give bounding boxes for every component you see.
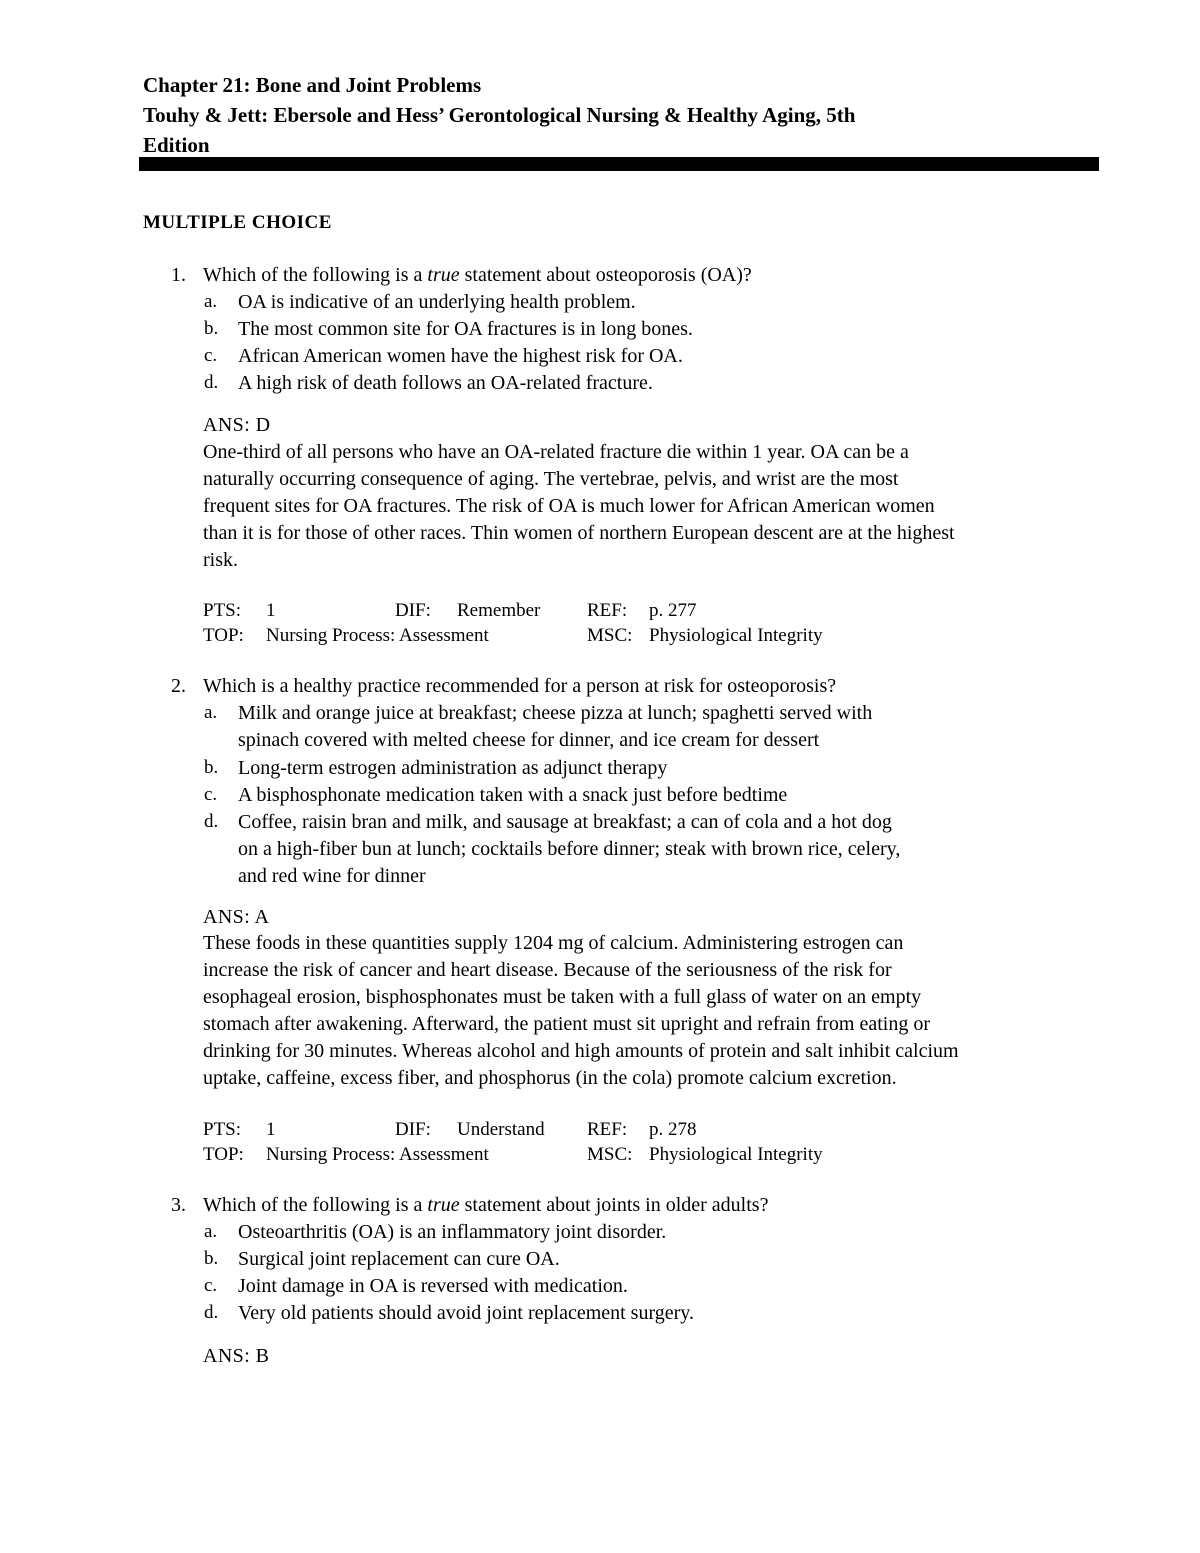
rationale-line: frequent sites for OA fractures. The risk of OA is much lower for African American women [203, 495, 935, 517]
question-number: 2. [171, 675, 186, 697]
question-stem: Which of the following is a true statement about osteoporosis (OA)? [203, 264, 752, 286]
book-title-edition: Edition [143, 133, 210, 157]
pts-label: PTS: [203, 600, 242, 621]
question-stem: Which of the following is a true statement about joints in older adults? [203, 1194, 769, 1216]
option-letter: c. [204, 1275, 218, 1296]
option-letter: c. [204, 784, 218, 805]
section-heading: MULTIPLE CHOICE [143, 212, 332, 233]
option-letter: a. [204, 702, 218, 723]
option-text: spinach covered with melted cheese for dinner, and ice cream for dessert [238, 729, 820, 751]
option-letter: d. [204, 372, 219, 393]
option-letter: d. [204, 811, 219, 832]
top-label: TOP: [203, 1144, 244, 1165]
rationale-line: uptake, caffeine, excess fiber, and phosphorus (in the cola) promote calcium excretion. [203, 1067, 897, 1089]
option-text: OA is indicative of an underlying health problem. [238, 291, 636, 313]
ref-label: REF: [587, 600, 628, 621]
answer-key: ANS: A [203, 906, 270, 928]
option-text: The most common site for OA fractures is in long bones. [238, 318, 693, 340]
option-letter: a. [204, 291, 218, 312]
option-letter: d. [204, 1302, 219, 1323]
option-text: and red wine for dinner [238, 865, 426, 887]
answer-key: ANS: B [203, 1345, 270, 1367]
ref-label: REF: [587, 1119, 628, 1140]
option-text: on a high-fiber bun at lunch; cocktails before dinner; steak with brown rice, celery, [238, 838, 901, 860]
chapter-title: Chapter 21: Bone and Joint Problems [143, 73, 482, 97]
option-letter: a. [204, 1221, 218, 1242]
rationale-line: drinking for 30 minutes. Whereas alcohol and high amounts of protein and salt inhibit calcium [203, 1040, 959, 1062]
question-number: 1. [171, 264, 186, 286]
msc-value: Physiological Integrity [649, 625, 823, 646]
top-label: TOP: [203, 625, 244, 646]
option-text: Surgical joint replacement can cure OA. [238, 1248, 560, 1270]
option-letter: b. [204, 318, 219, 339]
ref-value: p. 278 [649, 1119, 697, 1140]
book-title: Touhy & Jett: Ebersole and Hess’ Gerontological Nursing & Healthy Aging, 5th [143, 103, 856, 127]
option-text: Joint damage in OA is reversed with medication. [238, 1275, 628, 1297]
option-text: A high risk of death follows an OA-related fracture. [238, 372, 653, 394]
header-divider [139, 157, 1099, 171]
pts-label: PTS: [203, 1119, 242, 1140]
question-stem: Which is a healthy practice recommended for a person at risk for osteoporosis? [203, 675, 837, 697]
dif-value: Remember [457, 600, 541, 621]
option-text: Osteoarthritis (OA) is an inflammatory joint disorder. [238, 1221, 667, 1243]
dif-label: DIF: [395, 600, 431, 621]
rationale-line: naturally occurring consequence of aging. The vertebrae, pelvis, and wrist are the most [203, 468, 899, 490]
dif-value: Understand [457, 1119, 545, 1140]
rationale-line: These foods in these quantities supply 1204 mg of calcium. Administering estrogen can [203, 932, 904, 954]
rationale-line: than it is for those of other races. Thin women of northern European descent are at the highest [203, 522, 955, 544]
rationale-line: risk. [203, 549, 238, 571]
option-letter: b. [204, 1248, 219, 1269]
dif-label: DIF: [395, 1119, 431, 1140]
top-value: Nursing Process: Assessment [266, 1144, 489, 1165]
rationale-line: increase the risk of cancer and heart disease. Because of the seriousness of the risk for [203, 959, 892, 981]
option-text: Milk and orange juice at breakfast; cheese pizza at lunch; spaghetti served with [238, 702, 873, 724]
option-text: A bisphosphonate medication taken with a snack just before bedtime [238, 784, 788, 806]
question-number: 3. [171, 1194, 186, 1216]
option-text: Coffee, raisin bran and milk, and sausage at breakfast; a can of cola and a hot dog [238, 811, 892, 833]
answer-key: ANS: D [203, 414, 271, 436]
option-text: African American women have the highest risk for OA. [238, 345, 683, 367]
rationale-line: stomach after awakening. Afterward, the patient must sit upright and refrain from eating or [203, 1013, 930, 1035]
option-letter: b. [204, 757, 219, 778]
pts-value: 1 [266, 1119, 276, 1140]
msc-label: MSC: [587, 1144, 633, 1165]
rationale-line: esophageal erosion, bisphosphonates must be taken with a full glass of water on an empty [203, 986, 922, 1008]
msc-value: Physiological Integrity [649, 1144, 823, 1165]
msc-label: MSC: [587, 625, 633, 646]
ref-value: p. 277 [649, 600, 697, 621]
rationale-line: One-third of all persons who have an OA-related fracture die within 1 year. OA can be a [203, 441, 909, 463]
option-text: Long-term estrogen administration as adjunct therapy [238, 757, 668, 779]
pts-value: 1 [266, 600, 276, 621]
option-letter: c. [204, 345, 218, 366]
top-value: Nursing Process: Assessment [266, 625, 489, 646]
option-text: Very old patients should avoid joint replacement surgery. [238, 1302, 695, 1324]
